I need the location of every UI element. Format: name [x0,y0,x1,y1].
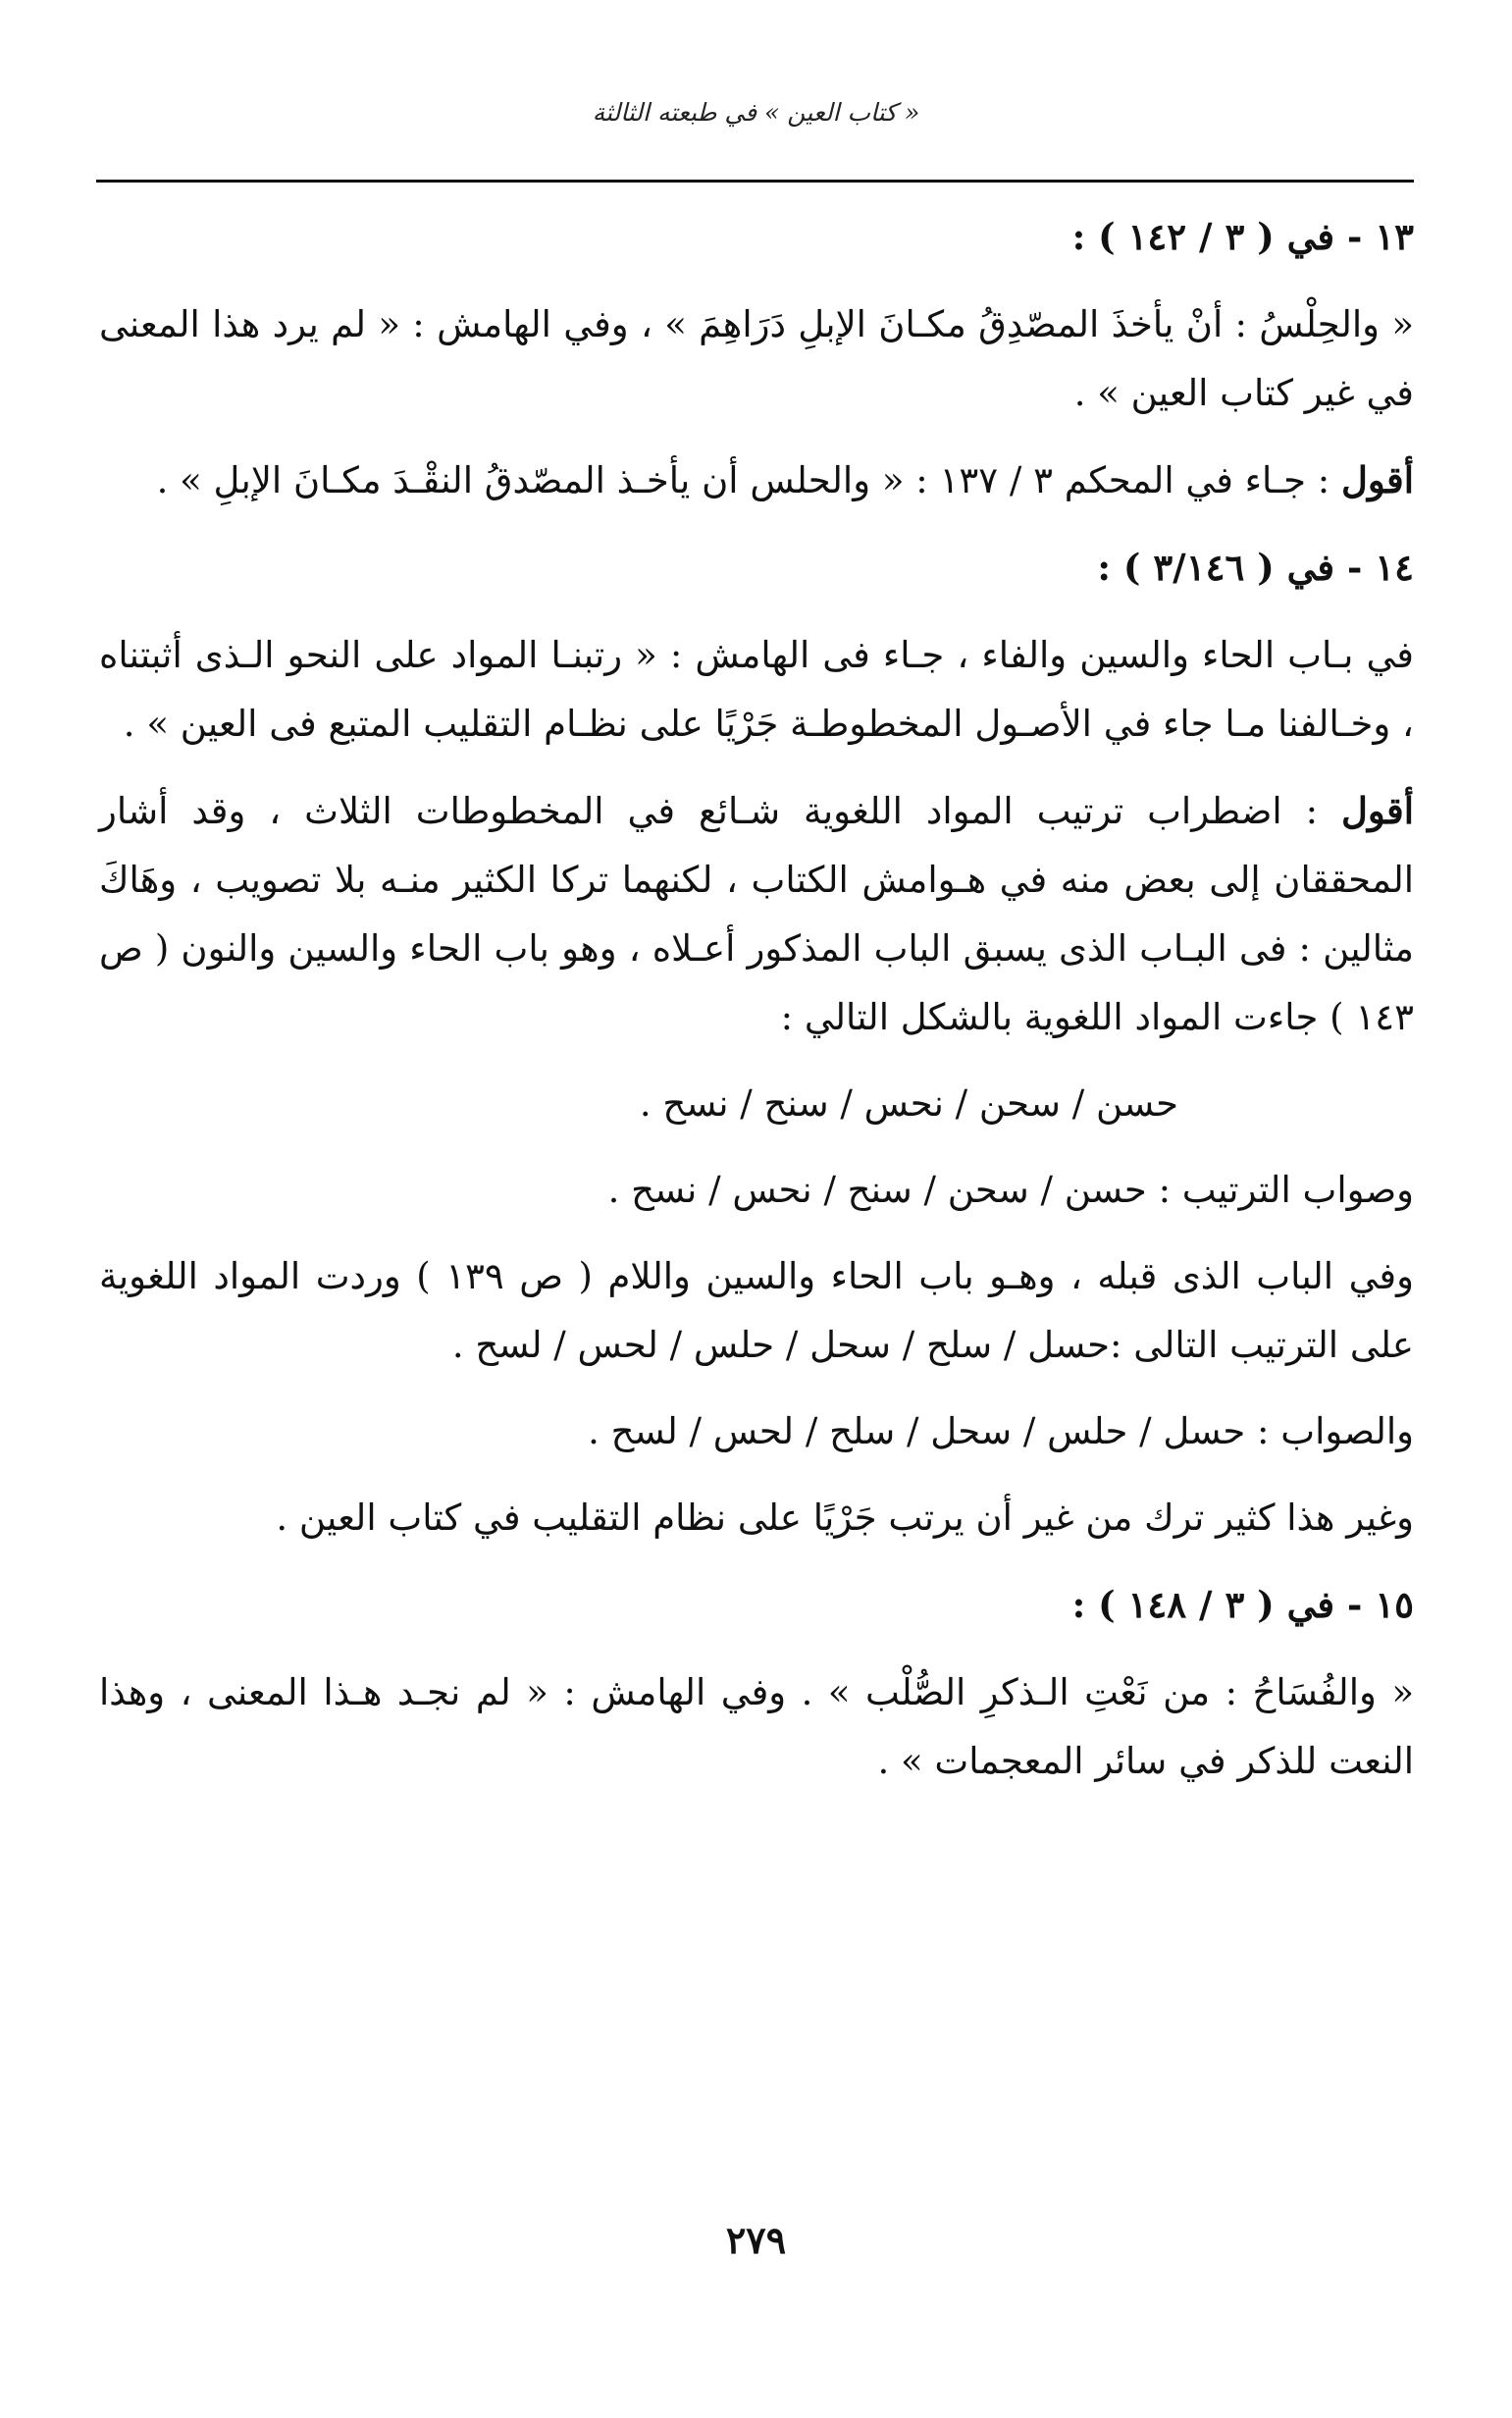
body-paragraph [99,776,1414,1052]
example-line: حسن / سحن / نحس / سنح / نسح . [639,1082,1178,1125]
body-paragraph: وغير هذا كثير ترك من غير أن يرتب جَرْيًا على نظام التقليب في كتاب العين . [276,1497,1414,1539]
body-paragraph: « والفُسَاحُ : من نَعْتِ الـذكرِ الصُّلْب » . وفي الهامش : « لم نجـد هـذا المعنى ، وهذا النعت للذكر في سائر المعجمات » . [99,1671,1414,1782]
body-paragraph: « والحِلْسُ : أنْ يأخذَ المصّدِقُ مكـانَ الإبلِ دَرَاهِمَ » ، وفي الهامش : « لم يرد هذا المعنى في غير كتاب العين » . [99,303,1414,414]
section-heading: ١٥ - في ( ٣ / ١٤٨ ) : [1071,1583,1414,1626]
example-line: وصواب الترتيب : حسن / سحن / سنح / نحس / نسح . [607,1169,1414,1211]
section-15 [99,1570,1414,1796]
running-header: « كتاب العين » في طبعته الثالثة [592,98,920,127]
paragraph-lead: أقول [1341,789,1414,832]
section-heading: ١٣ - في ( ٣ / ١٤٢ ) : [1071,215,1414,258]
page-body [99,202,1414,1814]
paragraph-lead: أقول [1341,458,1414,501]
body-paragraph: وفي الباب الذى قبله ، وهـو باب الحاء والسين واللام ( ص ١٣٩ ) وردت المواد اللغوية على الترتيب التالى :حسل / سلح / سحل / حلس / لحس / لسح . [99,1255,1414,1366]
page-number: ٢٧٩ [725,2218,787,2262]
section-13 [99,202,1414,515]
body-paragraph: في بـاب الحاء والسين والفاء ، جـاء فى الهامش : « رتبنـا المواد على النحو الـذى أثبتناه ، وخـالفنا مـا جاء في الأصـول المخطوطـة جَرْيًا على نظـام التقليب المتبع فى العين » . [99,634,1414,745]
section-14 [99,533,1414,1552]
header-divider [96,180,1414,183]
paragraph-text: : جـاء في المحكم ٣ / ١٣٧ : « والحلس أن يأخـذ المصّدقُ النقْـدَ مكـانَ الإبلِ » . [156,459,1342,501]
section-heading: ١٤ - في ( ٣/١٤٦ ) : [1097,546,1414,589]
body-paragraph [99,446,1414,515]
paragraph-text: : اضطراب ترتيب المواد اللغوية شـائع في المخطوطات الثلاث ، وقد أشار المحققان إلى بعض منه في هـوامش الكتاب ، لكنهما تركا الكثير منـه بلا تصويب ، وهَاكَ مثالين : فى البـاب الذى يسبق الباب المذكور أعـلاه ، وهو باب الحاء والسين والنون ( ص ١٤٣ ) جاءت المواد اللغوية بالشكل التالي : [99,790,1414,1038]
body-paragraph: والصواب : حسل / حلس / سحل / سلح / لحس / لسح . [588,1410,1414,1452]
